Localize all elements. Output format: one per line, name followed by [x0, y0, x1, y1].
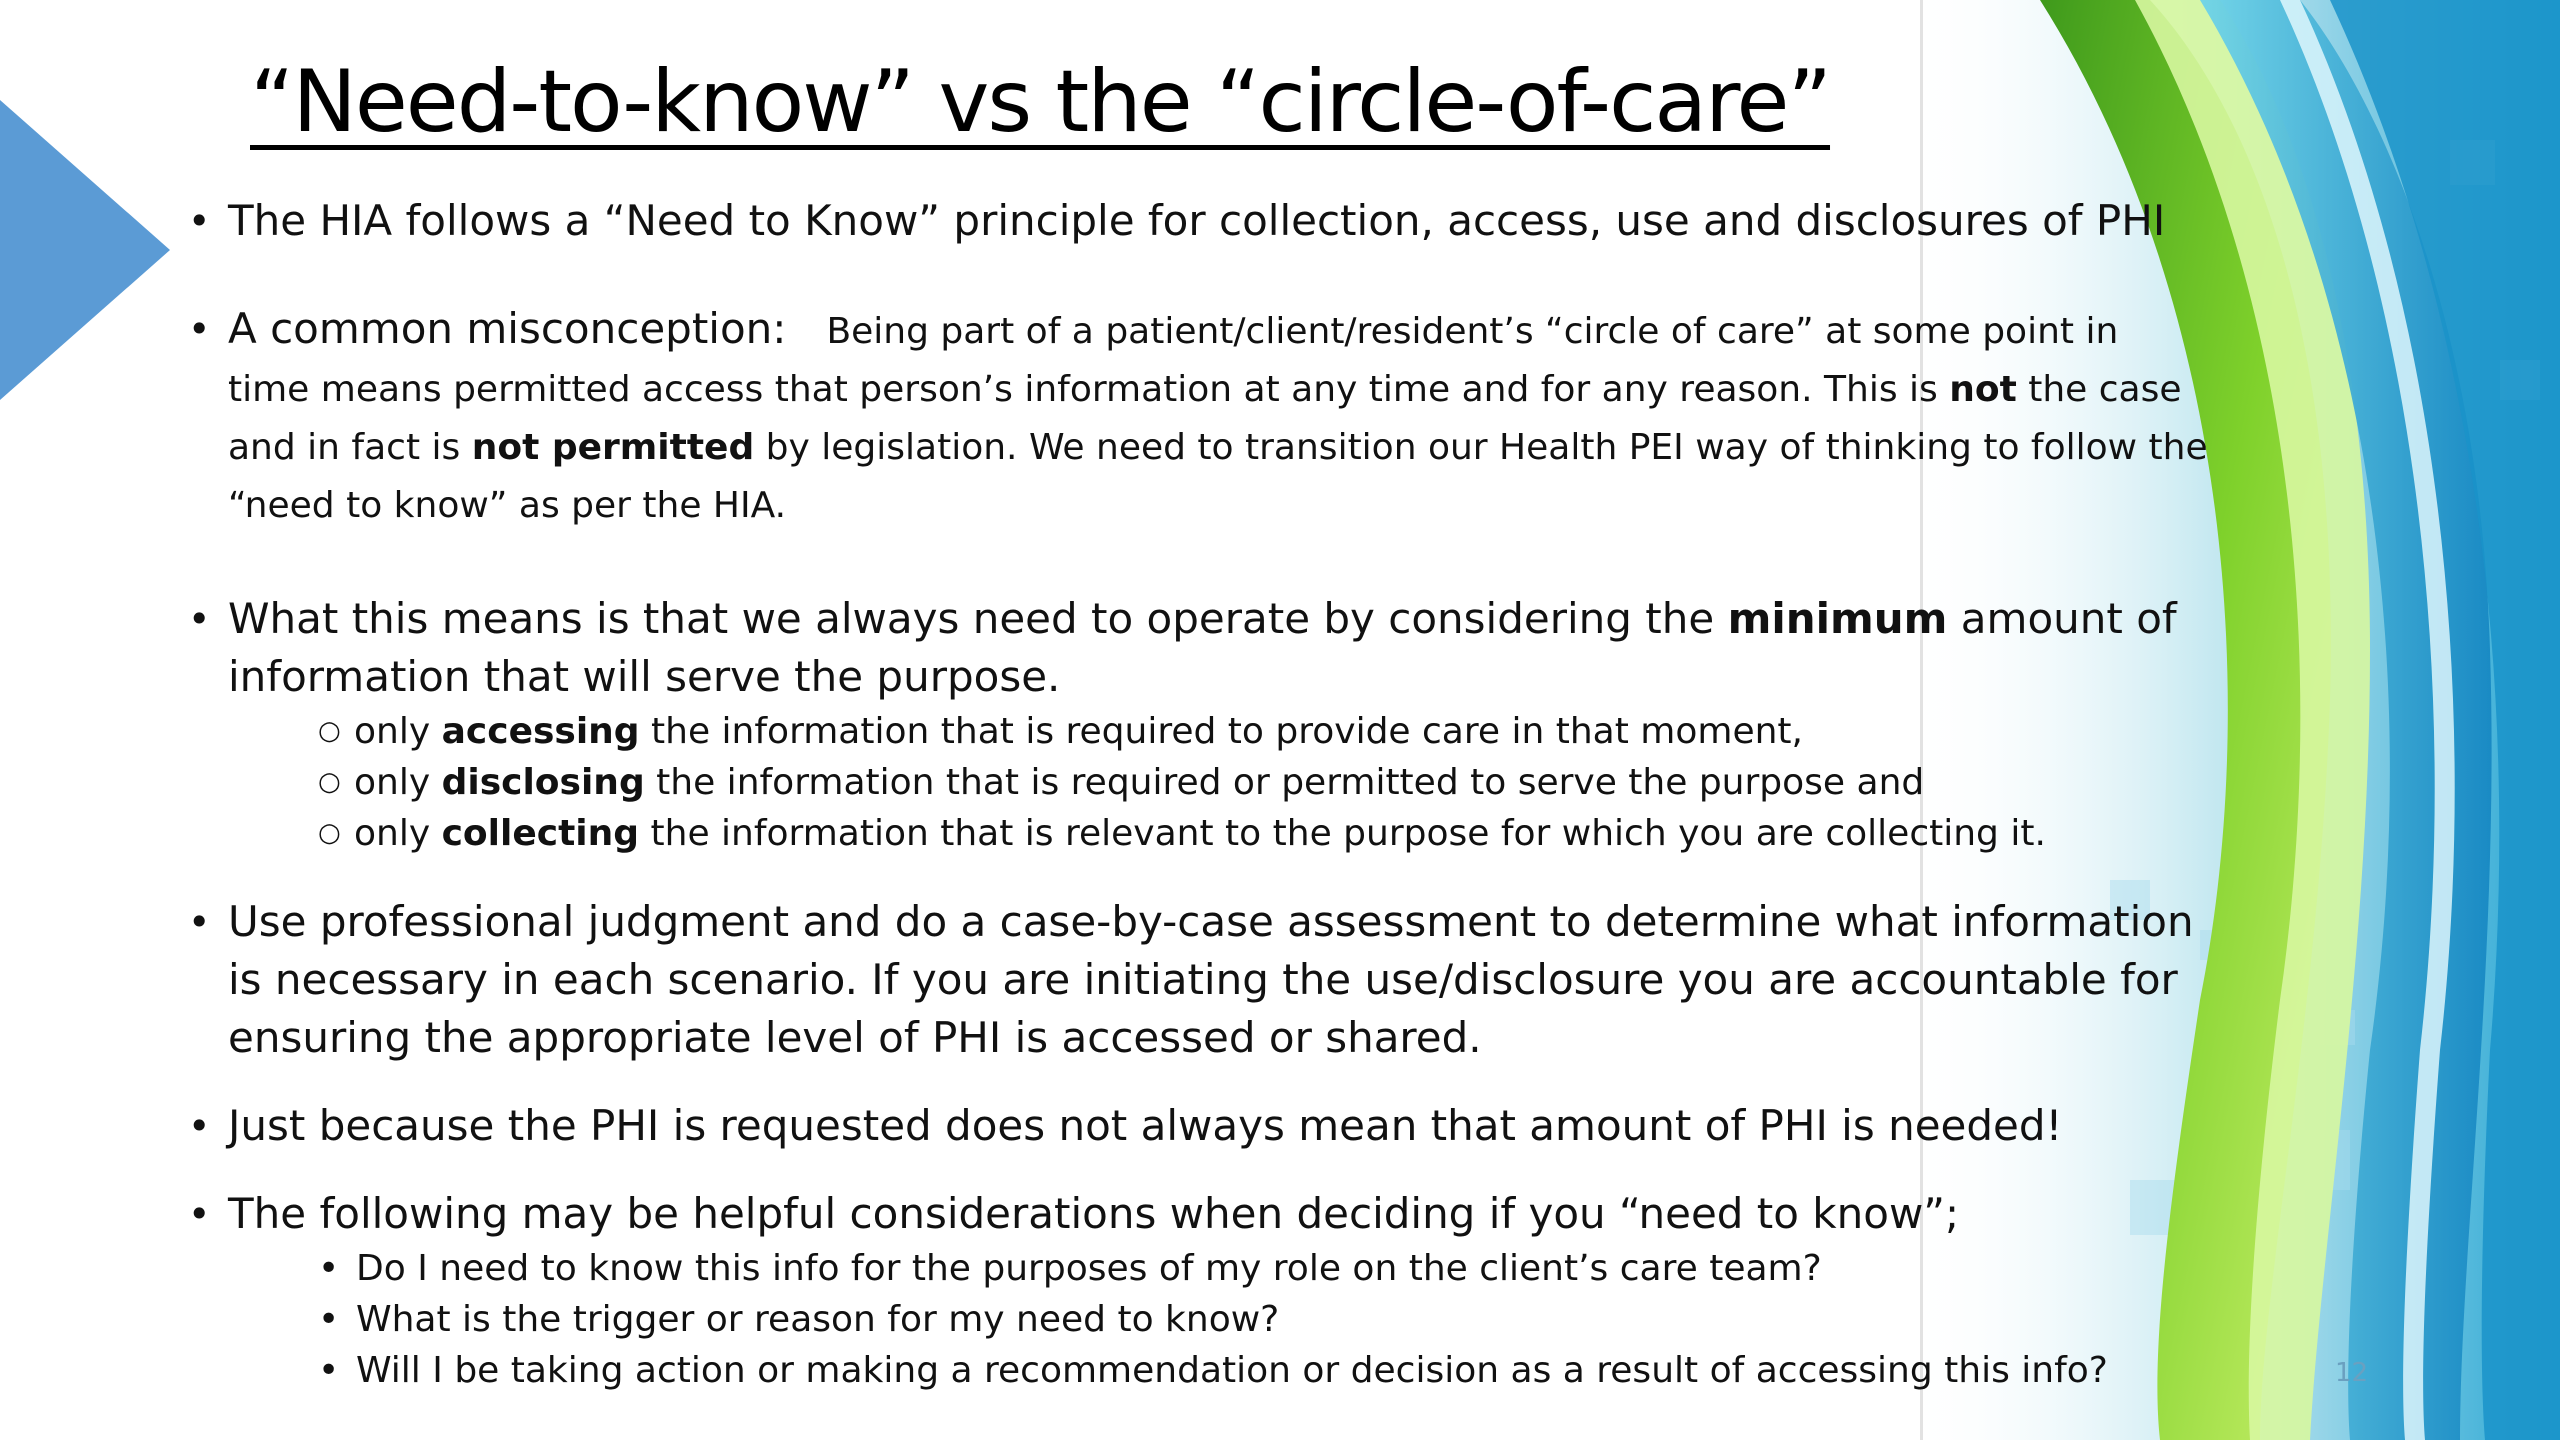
misconception-bold-not: not: [1949, 369, 2017, 410]
misconception-bold-not-permitted: not permitted: [471, 427, 755, 468]
bullet-considerations: [188, 1185, 2208, 1243]
misconception-lead: A common misconception:: [228, 304, 787, 353]
round-bullet: •: [188, 199, 211, 243]
sub-bullet-trigger: [318, 1294, 2208, 1345]
bullet-text: The HIA follows a “Need to Know” principle for collection, access, use and disclosures of PHI: [228, 196, 2166, 245]
hollow-circle-bullet: ○: [318, 767, 341, 797]
sub-bold-collecting: collecting: [441, 813, 640, 854]
judgment-text: Use professional judgment and do a case-by-case assessment to determine what information is necessary in each scenario. If you are initiating the use/disclosure you are accountable for ensuring the appropriate level of PHI is accessed or shared.: [228, 897, 2194, 1062]
phi-requested-text: Just because the PHI is requested does not always mean that amount of PHI is needed!: [228, 1101, 2063, 1150]
bullet-minimum-amount: [188, 590, 2208, 706]
sub-bullet-accessing: [318, 706, 2208, 757]
bullet-phi-requested: [188, 1097, 2208, 1155]
minimum-bold: minimum: [1727, 594, 1948, 643]
sub-bullet-disclosing: [318, 757, 2208, 808]
bullet-professional-judgment: [188, 893, 2208, 1067]
round-bullet: •: [318, 1350, 340, 1391]
sub-pre: only: [354, 813, 442, 854]
round-bullet: •: [188, 900, 211, 944]
sub-bullet-collecting: [318, 808, 2208, 859]
round-bullet: •: [318, 1248, 340, 1289]
consideration-1: Do I need to know this info for the purposes of my role on the client’s care team?: [356, 1248, 1822, 1289]
misconception-text-3: by legislation. We need to transition our Health PEI way of thinking to follow the “need to know” as per the HIA.: [228, 427, 2208, 526]
misconception-text-2: the case and in fact is: [228, 369, 2182, 468]
consideration-2: What is the trigger or reason for my need to know?: [356, 1299, 1280, 1340]
hollow-circle-bullet: ○: [318, 716, 341, 746]
slide-content: [188, 192, 2208, 1396]
sub-bold-accessing: accessing: [441, 711, 640, 752]
minimum-text-1: What this means is that we always need to operate by considering the: [228, 594, 1728, 643]
minimum-text-2: amount of information that will serve the purpose.: [228, 594, 2177, 701]
round-bullet: •: [318, 1299, 340, 1340]
misconception-text-1: Being part of a patient/client/resident’s “circle of care” at some point in time means permitted access that person’s information at any time and for any reason. This is: [228, 311, 2119, 410]
sub-pre: only: [354, 711, 442, 752]
sub-post: the information that is relevant to the purpose for which you are collecting it.: [639, 813, 2046, 854]
triangle-arrow-icon: [0, 100, 170, 400]
round-bullet: •: [188, 1192, 211, 1236]
page-number: 12: [2335, 1358, 2369, 1388]
round-bullet: •: [188, 597, 211, 641]
round-bullet: •: [188, 307, 211, 351]
considerations-text: The following may be helpful considerations when deciding if you “need to know”;: [228, 1189, 1960, 1238]
round-bullet: •: [188, 1104, 211, 1148]
sub-post: the information that is required or permitted to serve the purpose and: [644, 762, 1925, 803]
slide-title: “Need-to-know” vs the “circle-of-care”: [250, 52, 1831, 152]
hollow-circle-bullet: ○: [318, 818, 341, 848]
sub-pre: only: [354, 762, 442, 803]
sub-bold-disclosing: disclosing: [441, 762, 645, 803]
sub-post: the information that is required to provide care in that moment,: [639, 711, 1803, 752]
bullet-misconception: [188, 300, 2208, 532]
bullet-need-to-know: [188, 192, 2208, 250]
consideration-3: Will I be taking action or making a recommendation or decision as a result of accessing this info?: [356, 1350, 2108, 1391]
sub-bullet-role: [318, 1243, 2208, 1294]
sub-bullet-action: [318, 1345, 2208, 1396]
